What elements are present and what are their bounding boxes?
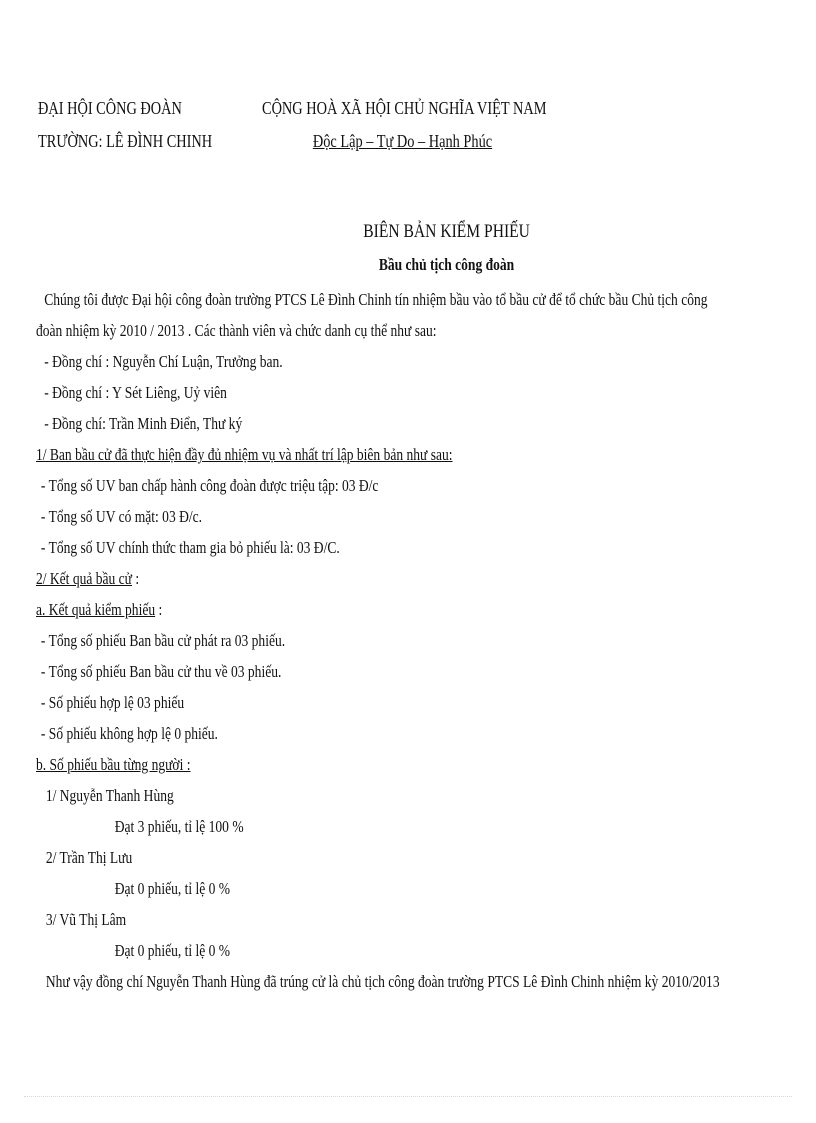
section2a-item-4: - Số phiếu không hợp lệ 0 phiếu. (40, 724, 218, 743)
candidate-1-result: Đạt 3 phiếu, tỉ lệ 100 % (114, 817, 244, 836)
intro-line-2: đoàn nhiệm kỳ 2010 / 2013 . Các thành viên và chức danh cụ thể như sau: (36, 321, 437, 340)
member-3: - Đồng chí: Trần Minh Điển, Thư ký (44, 414, 243, 433)
member-2: - Đồng chí : Y Sét Liêng, Uỷ viên (44, 383, 227, 402)
document-subtitle-wrap (0, 252, 816, 278)
national-title: CỘNG HOÀ XÃ HỘI CHỦ NGHĨA VIỆT NAM (262, 98, 547, 118)
school-name: TRƯỜNG: LÊ ĐÌNH CHINH (38, 131, 213, 151)
candidate-2-name: 2/ Trần Thị Lưu (45, 848, 133, 867)
section2a-item-1: - Tổng số phiếu Ban bầu cử phát ra 03 phiếu. (40, 631, 286, 650)
section2b-heading: b. Số phiếu bầu từng người : (36, 755, 191, 774)
conclusion: Như vậy đồng chí Nguyễn Thanh Hùng đã trúng cử là chủ tịch công đoàn trường PTCS Lê Đình Chinh nhiệm kỳ 2010/2013 (45, 972, 720, 991)
section2-heading-suffix: : (132, 569, 140, 588)
candidate-2-result: Đạt 0 phiếu, tỉ lệ 0 % (114, 879, 231, 898)
section1-item-3: - Tổng số UV chính thức tham gia bỏ phiếu là: 03 Đ/C. (40, 538, 340, 557)
section1-item-2: - Tổng số UV có mặt: 03 Đ/c. (40, 507, 203, 526)
document-title-wrap (0, 218, 816, 246)
section2-heading-line (36, 563, 774, 594)
section2a-item-3: - Số phiếu hợp lệ 03 phiếu (40, 693, 185, 712)
page-bottom-divider (24, 1096, 792, 1097)
member-1: - Đồng chí : Nguyễn Chí Luận, Trưởng ban. (44, 352, 283, 371)
document-body (36, 284, 774, 997)
section1-item-1: - Tổng số UV ban chấp hành công đoàn được triệu tập: 03 Đ/c (40, 476, 379, 495)
section2-heading: 2/ Kết quả bầu cử (36, 569, 133, 588)
document-title: BIÊN BẢN KIỂM PHIẾU (363, 221, 531, 242)
candidate-3-name: 3/ Vũ Thị Lâm (45, 910, 127, 929)
intro-line-1: Chúng tôi được Đại hội công đoàn trường PTCS Lê Đình Chinh tín nhiệm bầu vào tổ bầu cử để tổ chức bầu Chủ tịch công (44, 290, 708, 309)
section2a-heading: a. Kết quả kiểm phiếu (36, 600, 156, 619)
national-header (262, 92, 546, 158)
section2a-item-2: - Tổng số phiếu Ban bầu cử thu về 03 phiếu. (40, 662, 282, 681)
section2a-heading-suffix: : (155, 600, 163, 619)
org-name: ĐẠI HỘI CÔNG ĐOÀN (38, 98, 182, 118)
candidate-1-name: 1/ Nguyễn Thanh Hùng (45, 786, 174, 805)
section2a-heading-line (36, 594, 774, 625)
national-motto: Độc Lập – Tự Do – Hạnh Phúc (312, 131, 493, 151)
candidate-3-result: Đạt 0 phiếu, tỉ lệ 0 % (114, 941, 231, 960)
section1-heading: 1/ Ban bầu cử đã thực hiện đầy đủ nhiệm vụ và nhất trí lập biên bản như sau: (36, 445, 453, 464)
organization-header (38, 92, 212, 158)
document-subtitle: Bầu chủ tịch công đoàn (379, 255, 515, 274)
